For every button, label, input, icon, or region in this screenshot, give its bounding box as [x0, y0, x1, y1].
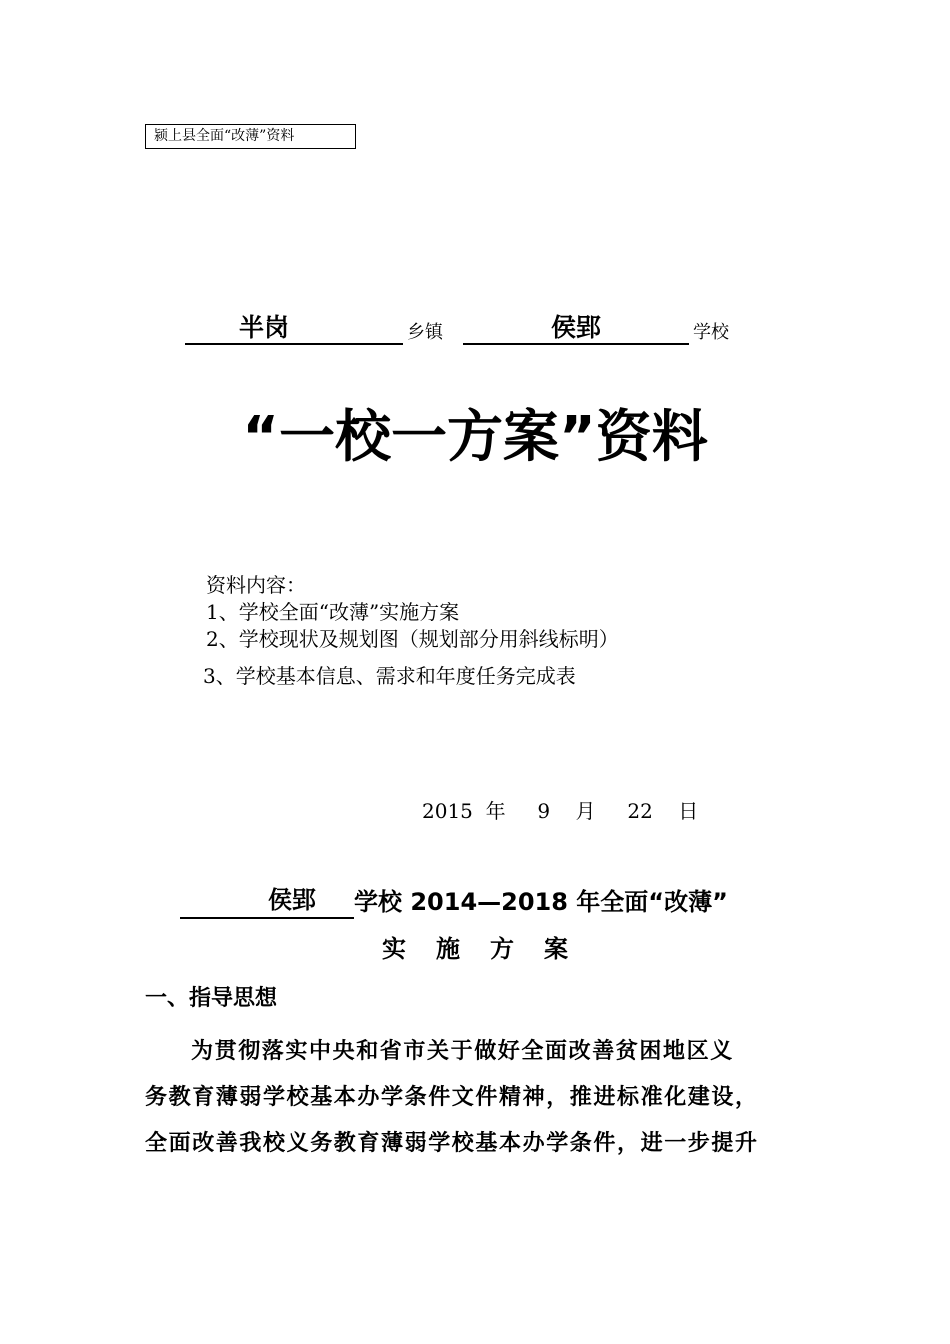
section-paragraph [145, 1028, 810, 1166]
town-suffix: 乡镇 [407, 322, 444, 343]
school-suffix: 学校 [693, 322, 730, 343]
plan-title [180, 883, 728, 919]
cover-date: 2015 年 9 月 22 日 [422, 799, 699, 823]
section-heading: 一、指导思想 [145, 986, 278, 1011]
blank-underline [185, 313, 237, 345]
town-name: 半岗 [237, 313, 291, 345]
plan-title-text: 学校 2014—2018 年全面“改薄” [354, 888, 728, 916]
paragraph-line: 务教育薄弱学校基本办学条件文件精神，推进标准化建设， [145, 1084, 759, 1110]
plan-school-name: 侯郢 [268, 883, 316, 919]
cover-school-line [185, 313, 737, 345]
blank-underline [180, 887, 268, 919]
contents-list [203, 572, 619, 690]
main-title: “一校一方案”资料 [242, 405, 708, 470]
paragraph-line: 为贯彻落实中央和省市关于做好全面改善贫困地区义 [191, 1038, 734, 1064]
blank-underline [291, 313, 403, 345]
blank-underline [463, 313, 549, 345]
blank-underline [316, 887, 354, 919]
contents-heading: 资料内容： [206, 573, 306, 597]
plan-subtitle: 实施方案 [382, 935, 598, 963]
contents-item: 1、学校全面“改薄”实施方案 [206, 600, 460, 624]
blank-underline [603, 313, 689, 345]
contents-item: 2、学校现状及规划图（规划部分用斜线标明） [206, 627, 619, 651]
contents-item: 3、学校基本信息、需求和年度任务完成表 [203, 664, 576, 688]
header-label-box: 颍上县全面“改薄”资料 [145, 124, 356, 149]
paragraph-line: 全面改善我校义务教育薄弱学校基本办学条件，进一步提升 [145, 1130, 759, 1156]
school-name: 侯郢 [549, 313, 603, 345]
